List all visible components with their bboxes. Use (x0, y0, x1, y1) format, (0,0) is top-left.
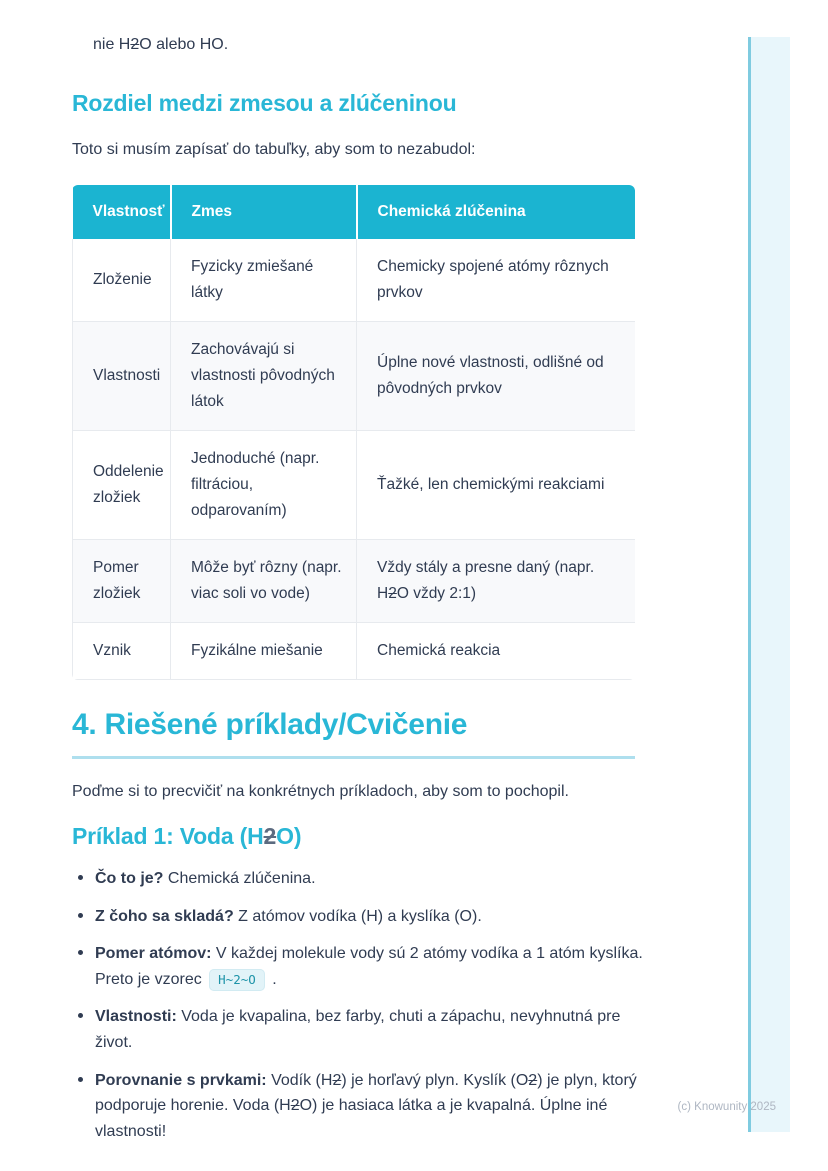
table-row (73, 239, 636, 322)
table-cell (73, 430, 171, 539)
table-cell (357, 321, 636, 430)
table-cell (73, 321, 171, 430)
text-segment: ) je horľavý plyn. Kyslík (O (341, 1071, 529, 1089)
text-segment: Úplne nové vlastnosti, odlišné od pôvodných prvkov (377, 353, 604, 397)
list-item (72, 904, 662, 930)
text-segment: Zmes (191, 202, 232, 220)
text-segment: Vždy stály a presne daný (napr. H (377, 559, 595, 603)
bullet-dot-icon (78, 1077, 83, 1082)
text-segment: Vlastnosť (92, 202, 165, 220)
list-item (72, 941, 662, 992)
text-segment: V každej molekule vody sú 2 atómy vodíka a 1 atóm kyslíka. Preto je vzorec (95, 945, 643, 988)
comparison-table (72, 185, 635, 680)
text-segment: 2 (388, 585, 397, 603)
bullet-dot-icon (78, 875, 83, 880)
text-segment: Príklad 1: Voda (H (72, 823, 264, 850)
intro-continuation-text (93, 32, 635, 58)
text-segment: Môže byť rôzny (napr. viac soli vo vode) (191, 559, 342, 603)
comparison-table-wrap (72, 185, 635, 680)
text-segment: Oddelenie zložiek (93, 462, 164, 507)
text-segment: Vlastnosti: (95, 1008, 177, 1026)
text-segment: Vodík (H (266, 1071, 333, 1089)
text-segment: 2 (528, 1071, 538, 1089)
table-row (73, 430, 636, 539)
text-segment: Chemicky spojené atómy rôznych prvkov (377, 257, 609, 301)
text-segment: Vlastnosti (93, 366, 161, 384)
example-bullet-list (72, 866, 662, 1144)
bullet-dot-icon (78, 1013, 83, 1018)
table-cell (73, 540, 171, 623)
table-cell (171, 540, 357, 623)
table-cell (73, 239, 171, 322)
text-segment: Fyzikálne miešanie (191, 642, 323, 660)
text-segment: Zachovávajú si vlastnosti pôvodných látok (191, 340, 335, 410)
text-segment: Jednoduché (napr. filtráciou, odparovaním) (191, 449, 320, 520)
table-cell (73, 623, 171, 680)
table-cell (171, 430, 357, 539)
text-segment: Fyzicky zmiešané látky (191, 257, 314, 301)
table-header-row (73, 185, 636, 239)
text-segment: Z čoho sa skladá? (95, 907, 234, 925)
table-row (73, 540, 636, 623)
list-item (72, 866, 662, 892)
bullet-dot-icon (78, 950, 83, 955)
table-cell (357, 430, 636, 539)
table-cell (171, 623, 357, 680)
table-cell (171, 239, 357, 322)
text-segment: Chemická zlúčenina (377, 202, 526, 220)
text-segment: Voda je kvapalina, bez farby, chuti a zápachu, nevyhnutná pre život. (95, 1008, 621, 1052)
table-cell (171, 321, 357, 430)
bullet-dot-icon (78, 913, 83, 918)
text-segment: O alebo HO. (139, 36, 229, 53)
text-segment: Z atómov vodíka (H) a kyslíka (O). (233, 907, 482, 925)
table-header-cell (73, 185, 171, 239)
table-header-cell (171, 185, 357, 239)
text-segment: 2 (263, 823, 277, 850)
page-content (72, 32, 643, 1156)
text-segment: 2 (290, 1097, 300, 1115)
table-cell (357, 540, 636, 623)
text-segment: Pomer zložiek (93, 559, 141, 603)
priklady-lead-text: Poďme si to precvičiť na konkrétnych príkladoch, aby som to pochopil. (72, 783, 569, 801)
text-segment: . (267, 970, 277, 988)
text-segment: 2 (332, 1071, 342, 1089)
text-segment: O vždy 2:1) (396, 585, 477, 603)
text-segment: Pomer atómov: (95, 945, 212, 963)
text-segment: Zloženie (93, 270, 152, 288)
table-header-cell (357, 185, 636, 239)
text-segment: O) je hasiaca látka a je kvapalná. Úplne iné vlastnosti! (95, 1097, 608, 1140)
text-segment: Ťažké, len chemickými reakciami (377, 476, 605, 493)
table-cell (357, 239, 636, 322)
text-segment: Vznik (93, 642, 131, 660)
text-segment: Chemická reakcia (377, 642, 501, 660)
list-item (72, 1004, 662, 1055)
section-title-priklady: 4. Riešené príklady/Cvičenie (72, 708, 635, 759)
table-body (73, 239, 636, 680)
formula-chip: H~2~O (209, 969, 265, 991)
text-segment: O) (276, 823, 302, 850)
text-segment: nie H (93, 36, 131, 53)
text-segment: Čo to je? (95, 870, 164, 888)
text-segment: Porovnanie s prvkami: (95, 1071, 267, 1089)
page-edge-strip (748, 37, 790, 1132)
section-title-rozdiel: Rozdiel medzi zmesou a zlúčeninou (72, 89, 457, 116)
table-row (73, 623, 636, 680)
list-item (72, 1068, 662, 1145)
text-segment: ) je plyn, ktorý podporuje horenie. Voda (H (95, 1071, 637, 1115)
table-cell (357, 623, 636, 680)
text-segment: 2 (130, 36, 140, 53)
rozdiel-lead-text: Toto si musím zapísať do tabuľky, aby som to nezabudol: (72, 140, 476, 158)
copyright-note: (c) Knowunity 2025 (677, 1101, 776, 1113)
example-title (72, 823, 635, 850)
table-row (73, 321, 636, 430)
text-segment: Chemická zlúčenina. (163, 870, 316, 888)
